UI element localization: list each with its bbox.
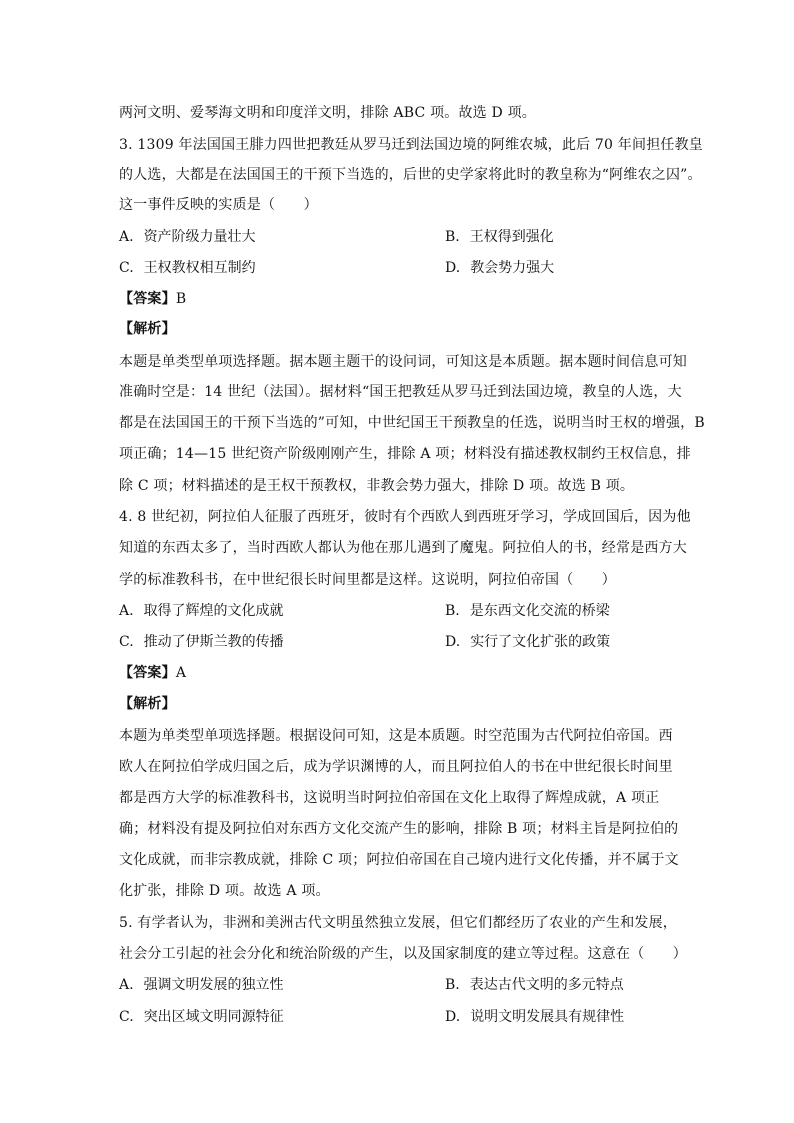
question-4-option-d xyxy=(445,632,610,652)
question-3-analysis-line: 本题是单类型单项选择题。据本题主题干的设问词，可知这是本质题。据本题时间信息可知 xyxy=(119,354,687,370)
option-letter: B. xyxy=(445,229,460,245)
question-4-analysis-line: 欧人在阿拉伯学成归国之后，成为学识渊博的人，而且阿拉伯人的书在中世纪很长时间里 xyxy=(119,759,673,775)
question-5-option-c xyxy=(119,1007,284,1027)
question-5-option-d xyxy=(445,1007,624,1027)
option-text: 强调文明发展的独立性 xyxy=(143,977,284,993)
question-4-analysis-line: 本题为单类型单项选择题。根据设问可知，这是本质题。时空范围为古代阿拉伯帝国。西 xyxy=(119,728,673,744)
option-letter: A. xyxy=(119,603,134,619)
question-3-option-a xyxy=(119,227,256,247)
option-letter: D. xyxy=(445,634,461,650)
option-text: 王权得到强化 xyxy=(469,229,554,245)
question-3-analysis-line: 准确时空是：14 世纪（法国）。据材料“国王把教廷从罗马迁到法国边境，教皇的人选，大 xyxy=(119,384,682,400)
question-3-stem-line: 的人选，大都是在法国国王的干预下当选的，后世的史学家将此时的教皇称为“阿维农之囚”。 xyxy=(119,167,702,183)
option-letter: B. xyxy=(445,603,460,619)
question-4-analysis-line: 文化成就，而非宗教成就，排除 C 项；阿拉伯帝国在自己境内进行文化传播，并不属于文 xyxy=(119,852,679,868)
option-text: 突出区域文明同源特征 xyxy=(143,1009,284,1025)
question-3-analysis-tag xyxy=(119,319,695,339)
question-4-answer xyxy=(119,663,695,683)
question-3-stem-line: 这一事件反映的实质是（ ） xyxy=(119,197,318,213)
option-text: 说明文明发展具有规律性 xyxy=(470,1009,625,1025)
option-text: 教会势力强大 xyxy=(470,260,555,276)
option-text: 推动了伊斯兰教的传播 xyxy=(143,634,284,650)
question-4-stem-line: 学的标准教科书，在中世纪很长时间里都是这样。这说明，阿拉伯帝国（ ） xyxy=(119,572,616,588)
question-5-stem-line: 5. 有学者认为，非洲和美洲古代文明虽然独立发展，但它们都经历了农业的产生和发展， xyxy=(119,915,678,931)
option-letter: A. xyxy=(119,229,134,245)
question-4-analysis-tag xyxy=(119,694,695,714)
intro-line: 两河文明、爱琴海文明和印度洋文明，排除 ABC 项。故选 D 项。 xyxy=(119,105,536,121)
option-letter: C. xyxy=(119,634,134,650)
question-3-option-c xyxy=(119,258,256,278)
option-text: 取得了辉煌的文化成就 xyxy=(143,603,284,619)
question-3-answer xyxy=(119,289,695,309)
question-3-analysis-line: 项正确；14—15 世纪资产阶级刚刚产生，排除 A 项；材料没有描述教权制约王权信息，排 xyxy=(119,446,691,462)
question-4-option-c xyxy=(119,632,284,652)
question-4-option-a xyxy=(119,601,284,621)
question-4-stem-line: 4. 8 世纪初，阿拉伯人征服了西班牙，彼时有个西欧人到西班牙学习，学成回国后，因为他 xyxy=(119,509,691,525)
option-letter: A. xyxy=(119,977,134,993)
option-letter: D. xyxy=(445,1009,461,1025)
question-4-analysis-line: 化扩张，排除 D 项。故选 A 项。 xyxy=(119,883,330,899)
question-5-stem-line: 社会分工引起的社会分化和统治阶级的产生，以及国家制度的建立等过程。这意在（ ） xyxy=(119,946,687,962)
question-4-stem-line: 知道的东西太多了，当时西欧人都认为他在那儿遇到了魔鬼。阿拉伯人的书，经常是西方大 xyxy=(119,540,687,556)
question-5-option-a xyxy=(119,975,284,995)
question-3-analysis-line: 都是在法国国王的干预下当选的”可知，中世纪国王干预教皇的任选，说明当时王权的增强，B xyxy=(119,415,705,431)
option-text: 实行了文化扩张的政策 xyxy=(470,634,611,650)
question-3-analysis-line: 除 C 项；材料描述的是王权干预教权，非教会势力强大，排除 D 项。故选 B 项。 xyxy=(119,478,635,494)
option-letter: C. xyxy=(119,1009,134,1025)
option-text: 资产阶级力量壮大 xyxy=(143,229,256,245)
option-text: 表达古代文明的多元特点 xyxy=(469,977,624,993)
answer-value: A xyxy=(175,665,187,681)
question-4-option-b xyxy=(445,601,610,621)
option-letter: C. xyxy=(119,260,134,276)
question-3-option-b xyxy=(445,227,554,247)
question-3-stem-line: 3. 1309 年法国国王腓力四世把教廷从罗马迁到法国边境的阿维农城，此后 70 年间担任教皇 xyxy=(119,137,703,153)
answer-tag: 【答案】 xyxy=(119,665,176,681)
option-letter: B. xyxy=(445,977,460,993)
option-text: 王权教权相互制约 xyxy=(143,260,256,276)
answer-value: B xyxy=(175,291,187,307)
analysis-tag: 【解析】 xyxy=(119,696,176,712)
answer-tag: 【答案】 xyxy=(119,291,176,307)
question-4-analysis-line: 都是西方大学的标准教科书，这说明当时阿拉伯帝国在文化上取得了辉煌成就，A 项正 xyxy=(119,790,660,806)
question-4-analysis-line: 确；材料没有提及阿拉伯对东西方文化交流产生的影响，排除 B 项；材料主旨是阿拉伯的 xyxy=(119,821,679,837)
analysis-tag: 【解析】 xyxy=(119,321,176,337)
option-letter: D. xyxy=(445,260,461,276)
option-text: 是东西文化交流的桥梁 xyxy=(469,603,610,619)
question-3-option-d xyxy=(445,258,554,278)
question-5-option-b xyxy=(445,975,624,995)
